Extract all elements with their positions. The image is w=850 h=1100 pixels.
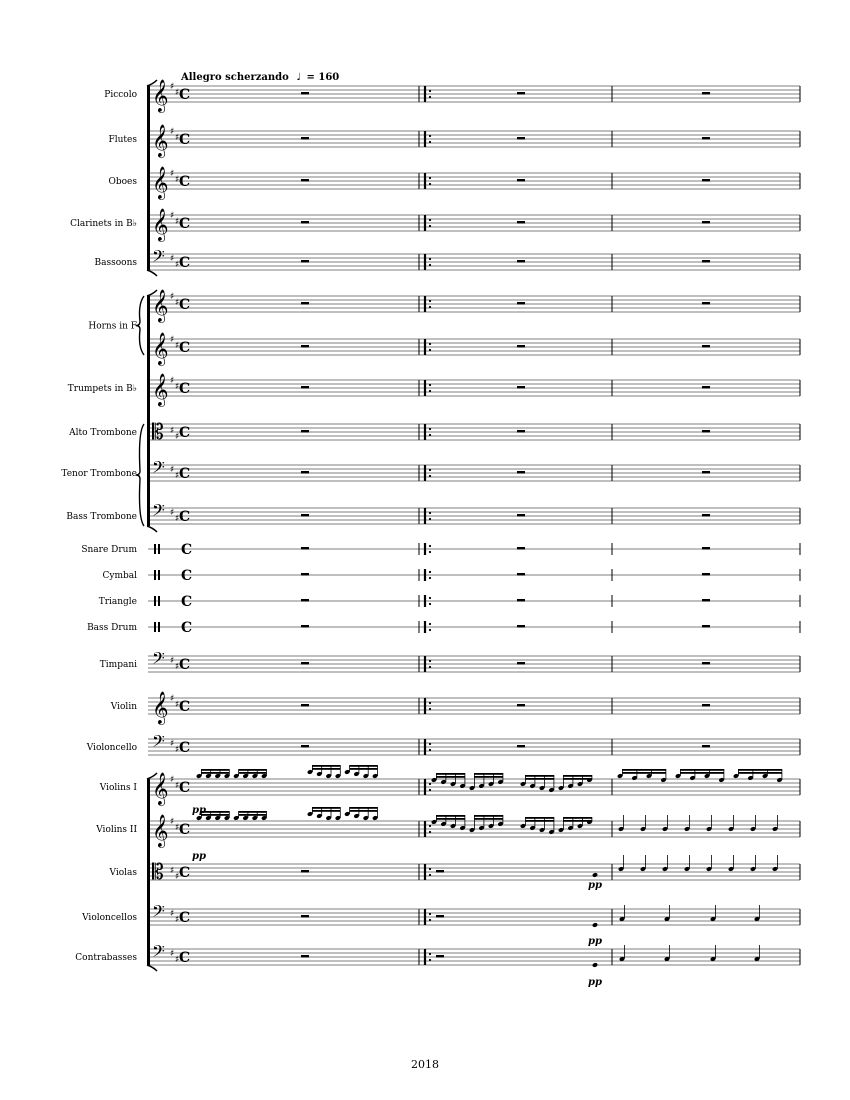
repeat-dot	[429, 475, 431, 477]
time-signature: C	[179, 174, 191, 190]
repeat-dot	[429, 219, 431, 221]
whole-rest	[702, 625, 710, 628]
key-signature-sharp: ♯	[175, 217, 180, 227]
note-beam	[201, 769, 229, 771]
whole-rest	[702, 745, 710, 748]
staff-lines	[148, 86, 800, 965]
whole-rest	[301, 704, 309, 707]
repeat-dot	[429, 183, 431, 185]
repeat-dot	[429, 518, 431, 520]
clef-bass: 𝄢	[152, 941, 165, 965]
key-signature-sharp: ♯	[170, 694, 175, 704]
note-beam	[436, 818, 465, 820]
repeat-dot	[429, 953, 431, 955]
key-signature-sharp: ♯	[175, 88, 180, 98]
note-beam	[474, 776, 503, 778]
repeat-dot	[429, 623, 431, 625]
half-rest	[436, 870, 444, 873]
whole-rest	[517, 345, 525, 348]
instrument-label-bass-trombone: Bass Trombone	[66, 512, 137, 522]
whole-rest	[702, 514, 710, 517]
instrument-label-flutes: Flutes	[108, 135, 137, 145]
note-beam	[239, 811, 267, 813]
repeat-dot	[429, 177, 431, 179]
footer-year: 2018	[411, 1058, 439, 1071]
percussion-clef	[158, 570, 160, 580]
instrument-label-trumpets: Trumpets in B♭	[67, 384, 137, 394]
instrument-label-clarinets: Clarinets in B♭	[70, 219, 137, 229]
repeat-dot	[429, 300, 431, 302]
key-signature-sharp: ♯	[170, 909, 175, 919]
note-beam	[350, 765, 378, 767]
note-beam	[525, 778, 554, 780]
time-signature: C	[179, 910, 191, 926]
repeat-dot	[429, 258, 431, 260]
clef-treble: 𝄞	[152, 124, 169, 157]
brace	[136, 424, 144, 526]
whole-rest	[301, 179, 309, 182]
instrument-label-oboes: Oboes	[108, 177, 137, 187]
instrument-label-piccolo: Piccolo	[104, 90, 137, 100]
key-signature-sharp: ♯	[170, 211, 175, 221]
whole-rest	[301, 745, 309, 748]
key-signature-sharp: ♯	[170, 292, 175, 302]
key-signature-sharp: ♯	[170, 465, 175, 475]
whole-rest	[702, 599, 710, 602]
bracket	[147, 296, 150, 526]
time-signature: C	[179, 780, 191, 796]
clef-bass: 𝄢	[152, 901, 165, 925]
whole-rest	[517, 386, 525, 389]
whole-rest	[702, 704, 710, 707]
key-signature-sharp: ♯	[170, 949, 175, 959]
note-beam	[525, 820, 554, 822]
instrument-label-contrabasses: Contrabasses	[75, 953, 137, 963]
percussion-clef	[154, 544, 156, 554]
whole-rest	[517, 662, 525, 665]
repeat-dot	[429, 141, 431, 143]
repeat-dot	[429, 597, 431, 599]
key-signature-sharp: ♯	[170, 775, 175, 785]
key-signature-sharp: ♯	[175, 382, 180, 392]
note-beam	[738, 769, 782, 771]
whole-rest	[301, 471, 309, 474]
whole-rest	[301, 260, 309, 263]
note-beam	[436, 815, 465, 817]
clef-bass: 𝄢	[152, 648, 165, 672]
key-signature-sharp: ♯	[175, 872, 180, 882]
whole-rest	[301, 137, 309, 140]
key-signature-sharp: ♯	[170, 127, 175, 137]
note-beam	[312, 768, 340, 770]
repeat-dot	[429, 225, 431, 227]
repeat-dot	[429, 349, 431, 351]
whole-rest	[301, 573, 309, 576]
note-beam	[436, 776, 465, 778]
whole-rest	[702, 573, 710, 576]
note-beam	[239, 772, 267, 774]
dynamic-violins-2: pp	[192, 851, 206, 862]
whole-rest	[301, 386, 309, 389]
clef-treble: 𝄞	[152, 373, 169, 406]
whole-rest	[702, 302, 710, 305]
whole-rest	[301, 915, 309, 918]
whole-rest	[517, 221, 525, 224]
repeat-dot	[429, 306, 431, 308]
note-beam	[474, 773, 503, 775]
repeat-dot	[429, 783, 431, 785]
whole-rest	[702, 345, 710, 348]
whole-rest	[301, 870, 309, 873]
brace	[136, 296, 144, 355]
note-beam	[474, 815, 503, 817]
key-signature-sharp: ♯	[170, 254, 175, 264]
repeat-dot	[429, 469, 431, 471]
key-signature-sharp: ♯	[175, 133, 180, 143]
whole-rest	[301, 430, 309, 433]
key-signature-sharp: ♯	[170, 739, 175, 749]
clef-treble: 𝄞	[152, 289, 169, 322]
whole-rest	[517, 260, 525, 263]
repeat-dot	[429, 384, 431, 386]
clef-treble: 𝄞	[152, 691, 169, 724]
whole-rest	[702, 471, 710, 474]
clef-treble: 𝄞	[152, 814, 169, 847]
time-signature: C	[179, 132, 191, 148]
whole-rest	[301, 599, 309, 602]
instrument-label-timpani: Timpani	[99, 660, 137, 670]
key-signature-sharp: ♯	[170, 335, 175, 345]
time-signature: C	[179, 340, 191, 356]
bracket-hook	[147, 270, 157, 276]
whole-rest	[702, 221, 710, 224]
note-beam	[680, 772, 724, 774]
whole-rest	[517, 471, 525, 474]
clef-treble: 𝄞	[152, 79, 169, 112]
time-signature: C	[179, 425, 191, 441]
whole-rests	[301, 92, 710, 958]
note-beam	[436, 773, 465, 775]
key-signature-sharp: ♯	[170, 169, 175, 179]
time-signature: C	[179, 381, 191, 397]
key-signature-sharp: ♯	[175, 260, 180, 270]
time-signature: C	[179, 740, 191, 756]
key-signature-sharp: ♯	[175, 955, 180, 965]
clef-bass: 𝄢	[152, 500, 165, 524]
clef-treble: 𝄞	[152, 332, 169, 365]
bracket	[147, 86, 150, 270]
key-signature-sharp: ♯	[175, 745, 180, 755]
repeat-dot	[429, 629, 431, 631]
note-beam	[239, 814, 267, 816]
repeat-dot	[429, 434, 431, 436]
notehead	[592, 922, 598, 928]
instrument-label-alto-trombone: Alto Trombone	[69, 428, 137, 438]
repeat-dot	[429, 708, 431, 710]
clef-alto: 𝄡	[152, 420, 164, 444]
time-signature: C	[181, 594, 193, 610]
repeat-dot	[429, 666, 431, 668]
key-signature-sharp: ♯	[170, 656, 175, 666]
note-beam	[563, 820, 592, 822]
bracket-hook	[147, 965, 157, 971]
clef-bass: 𝄢	[152, 246, 165, 270]
whole-rest	[702, 137, 710, 140]
instrument-labels	[61, 90, 137, 963]
repeat-dot	[429, 959, 431, 961]
time-signature: C	[179, 699, 191, 715]
notehead	[592, 872, 598, 878]
key-signature-sharp: ♯	[170, 866, 175, 876]
whole-rest	[517, 302, 525, 305]
key-signature-sharp: ♯	[175, 175, 180, 185]
note-beam	[239, 769, 267, 771]
repeat-dot	[429, 96, 431, 98]
repeat-dot	[429, 831, 431, 833]
time-signature: C	[179, 255, 191, 271]
clef-treble: 𝄞	[152, 166, 169, 199]
repeat-dot	[429, 603, 431, 605]
time-signature: C	[179, 509, 191, 525]
whole-rest	[517, 547, 525, 550]
instrument-label-triangle: Triangle	[98, 597, 137, 607]
percussion-clef	[154, 596, 156, 606]
note-beam	[525, 817, 554, 819]
note-beam	[350, 807, 378, 809]
whole-rest	[301, 221, 309, 224]
key-signature-sharp: ♯	[170, 426, 175, 436]
key-signature-sharp: ♯	[175, 471, 180, 481]
percussion-clef	[158, 622, 160, 632]
time-signature: C	[181, 620, 193, 636]
bracket	[147, 779, 150, 965]
whole-rest	[702, 92, 710, 95]
key-signature-sharp: ♯	[175, 298, 180, 308]
repeat-dot	[429, 264, 431, 266]
whole-rest	[301, 662, 309, 665]
percussion-clef	[154, 622, 156, 632]
note-beam	[312, 765, 340, 767]
instrument-label-violin-solo: Violin	[110, 702, 137, 712]
whole-rest	[301, 302, 309, 305]
repeat-dot	[429, 702, 431, 704]
instrument-label-violins-2: Violins II	[96, 825, 137, 835]
time-signature: C	[179, 657, 191, 673]
dynamic-violas: pp	[588, 880, 602, 891]
key-signature-sharp: ♯	[175, 915, 180, 925]
time-signature: C	[179, 822, 191, 838]
repeat-dot	[429, 343, 431, 345]
repeat-dot	[429, 571, 431, 573]
whole-rest	[301, 92, 309, 95]
instrument-label-horns: Horns in F	[88, 321, 137, 332]
whole-rest	[702, 179, 710, 182]
time-signature: C	[179, 297, 191, 313]
instrument-label-tenor-trombone: Tenor Trombone	[61, 469, 137, 479]
repeat-dot	[429, 874, 431, 876]
whole-rest	[702, 386, 710, 389]
key-signature-sharp: ♯	[175, 432, 180, 442]
percussion-clef	[154, 570, 156, 580]
key-signature-sharp: ♯	[170, 82, 175, 92]
time-signature: C	[181, 568, 193, 584]
half-rest	[436, 915, 444, 918]
repeat-dot	[429, 512, 431, 514]
whole-rest	[517, 625, 525, 628]
clef-treble: 𝄞	[152, 208, 169, 241]
whole-rest	[301, 514, 309, 517]
whole-rest	[301, 955, 309, 958]
instrument-label-bassoons: Bassoons	[94, 258, 137, 268]
repeat-dot	[429, 428, 431, 430]
whole-rest	[517, 92, 525, 95]
whole-rest	[517, 599, 525, 602]
note-beam	[563, 817, 592, 819]
note-beam	[350, 768, 378, 770]
clef-alto: 𝄡	[152, 860, 164, 884]
repeat-dot	[429, 390, 431, 392]
repeat-dot	[429, 90, 431, 92]
percussion-clef	[158, 596, 160, 606]
key-signature-sharp: ♯	[170, 376, 175, 386]
key-signature-sharp: ♯	[170, 508, 175, 518]
key-signature-sharp: ♯	[175, 823, 180, 833]
time-signature: C	[179, 950, 191, 966]
note-beam	[525, 775, 554, 777]
tempo-marking: Allegro scherzando ♩ = 160	[181, 72, 340, 83]
whole-rest	[517, 430, 525, 433]
notehead	[592, 962, 598, 968]
repeat-dot	[429, 551, 431, 553]
note-beam	[738, 772, 782, 774]
key-signature-sharp: ♯	[175, 781, 180, 791]
clef-bass: 𝄢	[152, 457, 165, 481]
percussion-clef	[158, 544, 160, 554]
repeat-dot	[429, 660, 431, 662]
half-rest	[436, 955, 444, 958]
note-beam	[622, 769, 666, 771]
instrument-label-cymbal: Cymbal	[102, 571, 137, 581]
whole-rest	[517, 514, 525, 517]
instrument-label-bass-drum: Bass Drum	[87, 623, 137, 633]
clef-treble: 𝄞	[152, 772, 169, 805]
repeat-dot	[429, 825, 431, 827]
string-notes	[196, 765, 783, 968]
whole-rest	[517, 745, 525, 748]
note-beam	[622, 772, 666, 774]
time-signature: C	[179, 466, 191, 482]
clef-bass: 𝄢	[152, 731, 165, 755]
note-beam	[312, 810, 340, 812]
instrument-label-violoncellos: Violoncellos	[82, 913, 137, 923]
repeat-dot	[429, 789, 431, 791]
bracket-hook	[147, 526, 157, 532]
whole-rest	[517, 137, 525, 140]
dynamic-violins-1: pp	[192, 805, 206, 816]
note-beam	[312, 807, 340, 809]
note-beam	[563, 775, 592, 777]
note-beam	[350, 810, 378, 812]
whole-rest	[702, 662, 710, 665]
repeat-dot	[429, 545, 431, 547]
whole-rest	[517, 704, 525, 707]
instrument-label-snare-drum: Snare Drum	[81, 545, 137, 555]
whole-rest	[301, 547, 309, 550]
instrument-label-violas: Violas	[109, 868, 137, 878]
note-beam	[563, 778, 592, 780]
time-signature: C	[179, 865, 191, 881]
repeat-dot	[429, 919, 431, 921]
whole-rest	[517, 573, 525, 576]
repeat-dot	[429, 749, 431, 751]
key-signature-sharp: ♯	[170, 817, 175, 827]
whole-rest	[301, 345, 309, 348]
repeat-dot	[429, 743, 431, 745]
time-signature: C	[179, 216, 191, 232]
key-signature-sharp: ♯	[175, 662, 180, 672]
instrument-label-violins-1: Violins I	[99, 783, 137, 793]
key-signature-sharp: ♯	[175, 341, 180, 351]
dynamic-violoncellos: pp	[588, 936, 602, 947]
time-signature: C	[181, 542, 193, 558]
repeat-dot	[429, 913, 431, 915]
time-signature: C	[179, 87, 191, 103]
whole-rest	[702, 260, 710, 263]
note-beam	[201, 772, 229, 774]
whole-rest	[702, 547, 710, 550]
repeat-dot	[429, 577, 431, 579]
key-signature-sharp: ♯	[175, 514, 180, 524]
whole-rest	[702, 430, 710, 433]
dynamic-contrabasses: pp	[588, 977, 602, 988]
repeat-dot	[429, 135, 431, 137]
whole-rest	[301, 625, 309, 628]
note-beam	[474, 818, 503, 820]
whole-rest	[517, 179, 525, 182]
instrument-label-violoncello-solo: Violoncello	[86, 743, 137, 753]
note-beam	[680, 769, 724, 771]
key-signature-sharp: ♯	[175, 700, 180, 710]
repeat-dot	[429, 868, 431, 870]
